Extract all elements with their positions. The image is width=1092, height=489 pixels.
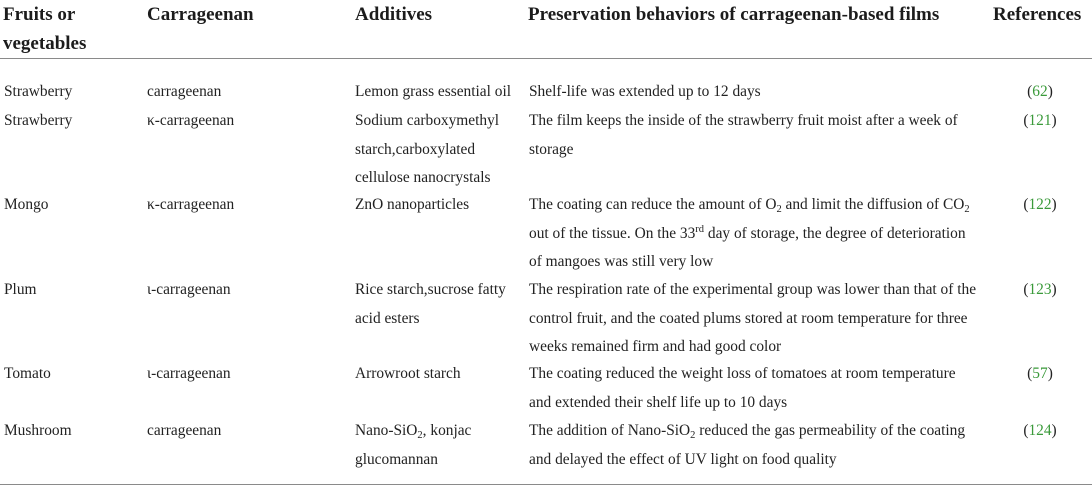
- cell-preservation: [529, 191, 979, 277]
- subscript: 2: [776, 204, 782, 215]
- cell-preservation: The film keeps the inside of the strawberry fruit moist after a week of storage: [529, 112, 958, 158]
- additives-text: Nano-SiO: [355, 422, 418, 439]
- cell-fruit: Plum: [4, 281, 37, 298]
- cell-additives: Sodium carboxymethyl starch,carboxylated cellulose nanocrystals: [355, 112, 500, 186]
- subscript: 2: [690, 430, 696, 441]
- reference-link[interactable]: 123: [1028, 281, 1052, 298]
- cell-fruit: Tomato: [4, 365, 51, 382]
- subscript: 2: [964, 204, 970, 215]
- header-fruit-line1: Fruits or: [3, 4, 76, 25]
- cell-carrageenan: κ-carrageenan: [147, 112, 235, 129]
- superscript: rd: [695, 223, 705, 235]
- preservation-text: The coating can reduce the amount of O: [529, 196, 777, 213]
- cell-reference: (124): [1023, 422, 1057, 439]
- cell-preservation: The respiration rate of the experimental group was lower than that of the control fruit, and the coated plums stored at room temperature for three weeks remained firm and had good color: [529, 281, 977, 355]
- cell-reference: (57): [1027, 365, 1053, 382]
- cell-reference: (62): [1027, 83, 1053, 100]
- preservation-text: The addition of Nano-SiO: [529, 422, 691, 439]
- cell-preservation: [529, 417, 979, 474]
- reference-link[interactable]: 121: [1028, 112, 1052, 129]
- header-additives: Additives: [355, 4, 433, 25]
- preservation-text: reduced the gas permeability of the coating and delayed the effect of UV light on food quality: [529, 422, 966, 468]
- cell-additives: ZnO nanoparticles: [355, 196, 470, 213]
- cell-preservation: The coating reduced the weight loss of tomatoes at room temperature and extended their shelf life up to 10 days: [529, 365, 956, 411]
- cell-carrageenan: κ-carrageenan: [147, 196, 235, 213]
- header-preservation-behaviors: Preservation behaviors of carrageenan-based films: [528, 4, 940, 25]
- cell-fruit: Mushroom: [4, 422, 72, 439]
- preservation-text: and limit the diffusion of CO: [781, 196, 965, 213]
- cell-additives: Lemon grass essential oil: [355, 83, 512, 100]
- cell-fruit: Mongo: [4, 196, 49, 213]
- cell-reference: (121): [1023, 112, 1057, 129]
- preservation-text: day of storage, the degree of deterioration of mangoes was still very low: [529, 224, 966, 270]
- cell-additives: Arrowroot starch: [355, 365, 461, 382]
- header-fruits-or-vegetables: [3, 0, 86, 58]
- preservation-text: out of the tissue. On the 33: [529, 224, 696, 242]
- cell-additives: Rice starch,sucrose fatty acid esters: [355, 281, 506, 327]
- table-header-row: [0, 0, 1092, 59]
- cell-carrageenan: carrageenan: [147, 422, 222, 439]
- cell-carrageenan: ι-carrageenan: [147, 281, 231, 298]
- cell-carrageenan: ι-carrageenan: [147, 365, 231, 382]
- reference-link[interactable]: 57: [1032, 365, 1048, 382]
- cell-additives: [355, 417, 520, 474]
- cell-carrageenan: carrageenan: [147, 83, 222, 100]
- subscript: 2: [417, 430, 423, 441]
- header-references: References: [993, 4, 1082, 25]
- reference-link[interactable]: 122: [1028, 196, 1052, 213]
- reference-link[interactable]: 62: [1032, 83, 1048, 100]
- cell-fruit: Strawberry: [4, 83, 73, 100]
- header-carrageenan: Carrageenan: [147, 4, 254, 25]
- additives-text: , konjac glucomannan: [355, 422, 472, 468]
- cell-preservation: Shelf-life was extended up to 12 days: [529, 83, 761, 100]
- reference-link[interactable]: 124: [1028, 422, 1052, 439]
- cell-fruit: Strawberry: [4, 112, 73, 129]
- cell-reference: (122): [1023, 196, 1057, 213]
- header-fruit-line2: vegetables: [3, 33, 87, 54]
- table-bottom-rule: [0, 484, 1092, 485]
- cell-reference: (123): [1023, 281, 1057, 298]
